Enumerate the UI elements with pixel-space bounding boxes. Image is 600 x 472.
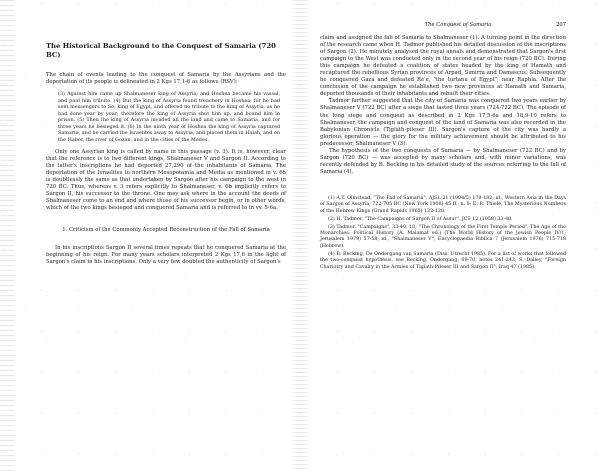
right-page — [300, 0, 600, 472]
body-paragraph-5: The hypothesis of the two conquests of Samaria — by Shalmaneser (722 BC) and by Sargon (720 BC) — was accepted by many scholars and, with minor variations, was recently defended by B. Becking in his detailed study of the sources referring to the fall of Samaria (4). — [320, 147, 566, 175]
section-title: 1. Criticism of the Commonly Accepted Reconstruction of the Fall of Samaria — [62, 226, 270, 233]
footnote: (1) A.T. Olmstead, "The Fall of Samaria", AJSL 21 (1904/5) 179-182; id., Western Asia in the Days of Sargon of Assyria, 722-705 BC (New York 1908) 45 ff., n. 9; E. R. Thiele, The Mysterious Numbers of the Hebrew Kings (Grand Rapids 1965) 122-128. — [320, 195, 566, 214]
chapter-title: The Historical Background to the Conquest of Samaria (720 BC) — [46, 42, 276, 59]
footnotes — [320, 196, 566, 271]
body-paragraph-4: Tadmor further suggested that the city of Samaria was conquered two years earlier by Shalmaneser V (722 BC) after a siege that lasted three years (724-722 BC). The episode of the long siege and conquest as described in 2 Kgs 17,5-6a and 18,9-10 refers to Shalmaneser, the campaign and conquest of the land of Samaria was also recorded in the Babylonian Chronicle (Tiglath-pileser III). Sargon's capture of the city was hardly a glorious operation — the glory for the military achievement should be attributed to his predecessor, Shalmaneser V (3). — [320, 98, 566, 147]
body-paragraph-3: claim and assigned the fall of Samaria to Shalmaneser (1). A turning point in the direction of the research came when H. Tadmor published his detailed discussion of the inscriptions of Sargon (2). He minutely analysed the royal annals and demonstrated that Sargon's first campaign to the West was conducted only in the second year of his reign (720 BC). During this campaign he defeated a coalition of states headed by the king of Hamath and recaptured the rebellious Syrian provinces of Arpad, Simirra and Damascus. Subsequently he conquered Gaza and defeated Re'e, "the turtanu of Egypt", near Raphia. After the conclusion of the campaign he established two new provinces at Hamath and Samaria, deported thousands of their inhabitants and rebuilt their cities. — [320, 35, 566, 98]
body-paragraph-2: In his inscriptions Sargon II several times repeats that he conquered Samaria at the beginning of his reign. For many years scholars interpreted 2 Kgs 17,6 in the light of Sargon's claim in his inscriptions. Only a very few doubted the authenticity of Sargon's — [46, 244, 286, 265]
running-title: The Conquest of Samaria — [424, 22, 492, 28]
body-paragraph-1: Only one Assyrian king is called by name in this passage (v. 3). It is, however, clear that the reference is to two different kings, Shalmaneser V and Sargon II. According to the latter's inscriptions he had deported 27,290 of the inhabitants of Samaria. The deportation of the Israelites to northern Mesopotamia and Media as mentioned in v. 6b is doubtlessly the same as that undertaken by Sargon after his campaign to the west in 720 BC. Thus, whereas v. 3 refers explicitly to Shalmaneser, v. 6b implicitly refers to Sargon II, his successor to the throne. One may ask where in the account the deeds of Shalmaneser come to an end and where those of his successor begin, or in other words, which of the two kings besieged and conquered Samaria and is referred to in vv. 5-6a. — [46, 149, 286, 212]
footnote: (4) B. Becking, De Ondergang van Samaria (Diss. Utrecht 1985). For a list of works that followed the two-conquest hypothesis, see Becking, Ondergang, 69-70, notes 241-242; S. Dalley, "Foreign Chariotry and Cavalry in the Armies of Tiglath-Pileser III and Sargon II", Iraq 47 (1985). — [320, 251, 566, 270]
footnote: (2) H. Tadmor, "The Campaigns of Sargon II of Assur", JCS 12 (1958) 33-40. — [328, 216, 513, 222]
footnote: (3) Tadmor, "Campaigns", 33-40, 18; "The Chronology of the First Temple Period", The Age of the Monarchies: Political History (A. Malamat ed.) (The World History of the Jewish People IV/1; Jerusalem 1979) 57-58; id., "Shalmaneser V", Encyclopaedia Biblica 7 (Jerusalem 1976) 715-718 (Hebrew). — [320, 224, 566, 249]
intro-paragraph: The chain of events leading to the conquest of Samaria by the Assyrians and the deportation of its people is delineated in 2 Kgs 17,1-6 as follows (RSV): — [46, 72, 286, 86]
scripture-quote: (3) Against him came up Shalmaneser king of Assyria; and Hoshea became his vassal, and paid him tribute. (4) But the king of Assyria found treachery in Hoshea; for he had sent messengers to So, king of Egypt, and offered no tribute to the king of Assyria, as he had done year by year; therefore the king of Assyria shut him up, and bound him in prison. (5) Then the king of Assyria invaded all the land and came to Samaria, and for three years he besieged it. (6) In the ninth year of Hoshea the king of Assyria captured Samaria, and he carried the Israelites away to Assyria, and placed them in Halah, and on the Habor, the river of Gozan, and in the cities of the Medes. — [58, 91, 280, 143]
page-number: 207 — [556, 22, 566, 28]
running-head — [320, 22, 566, 29]
